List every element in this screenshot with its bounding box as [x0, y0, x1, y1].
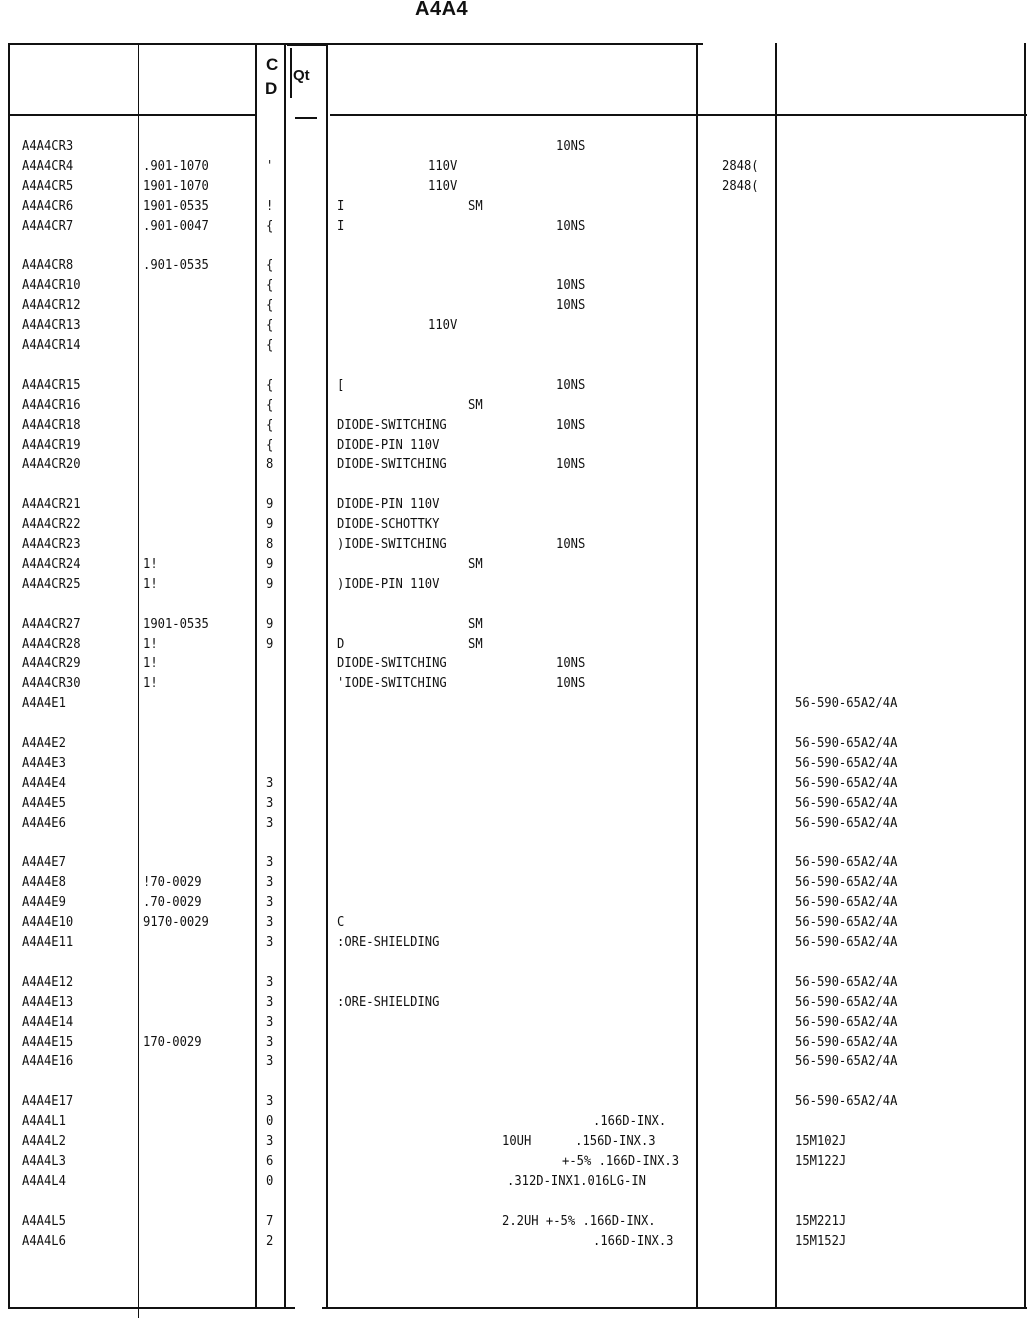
- specification: 110V: [428, 177, 458, 194]
- ref-designator: A4A4E9: [22, 894, 66, 911]
- description: )IODE-PIN 110V: [337, 575, 440, 592]
- description: DIODE-SWITCHING: [337, 655, 447, 672]
- col-divider-code: [696, 43, 698, 1309]
- mfr-part-number: 56-590-65A2/4A: [795, 754, 898, 771]
- check-digit: {: [266, 436, 274, 453]
- specification: 10NS: [556, 416, 586, 433]
- ref-designator: A4A4L1: [22, 1113, 66, 1130]
- mfr-code: 2848(: [722, 157, 759, 174]
- ref-designator: A4A4E1: [22, 695, 66, 712]
- part-number: .901-1070: [143, 157, 209, 174]
- description: D: [337, 635, 345, 652]
- check-digit: 9: [266, 615, 274, 632]
- table-bottom-border-left: [8, 1307, 295, 1309]
- part-number: 1!: [143, 655, 158, 672]
- ref-designator: A4A4CR25: [22, 575, 81, 592]
- part-number: .901-0535: [143, 257, 209, 274]
- page-title: A4A4: [415, 0, 469, 20]
- specification: 10NS: [556, 675, 586, 692]
- check-digit: 3: [266, 1013, 274, 1030]
- part-number: 1!: [143, 675, 158, 692]
- table-bottom-border-right: [322, 1307, 1027, 1309]
- specification: 2.2UH +-5% .166D-INX.: [502, 1212, 656, 1229]
- ref-designator: A4A4CR5: [22, 177, 74, 194]
- description: DIODE-SWITCHING: [337, 456, 447, 473]
- ref-designator: A4A4CR6: [22, 197, 74, 214]
- ref-designator: A4A4CR19: [22, 436, 81, 453]
- description: DIODE-SCHOTTKY: [337, 516, 440, 533]
- header-bottom-border: [8, 114, 257, 116]
- check-digit: 9: [266, 496, 274, 513]
- ref-designator: A4A4L5: [22, 1212, 66, 1229]
- check-digit: 3: [266, 814, 274, 831]
- ref-designator: A4A4CR3: [22, 138, 74, 154]
- ref-designator: A4A4E5: [22, 794, 66, 811]
- ref-designator: A4A4E17: [22, 1093, 74, 1110]
- col-divider-left: [8, 43, 10, 1309]
- description: 'IODE-SWITCHING: [337, 675, 447, 692]
- check-digit: 9: [266, 516, 274, 533]
- check-digit: {: [266, 396, 274, 413]
- ref-designator: A4A4L2: [22, 1133, 66, 1149]
- specification: 10NS: [556, 138, 586, 154]
- ref-designator: A4A4CR10: [22, 277, 81, 294]
- mfr-part-number: 56-590-65A2/4A: [795, 934, 898, 950]
- specification: SM: [468, 396, 483, 413]
- specification: 10NS: [556, 297, 586, 314]
- mfr-part-number: 56-590-65A2/4A: [795, 695, 898, 712]
- ref-designator: A4A4E15: [22, 1033, 74, 1050]
- ref-designator: A4A4CR29: [22, 655, 81, 672]
- check-digit: 3: [266, 774, 274, 791]
- ref-designator: A4A4CR28: [22, 635, 81, 652]
- specification: 10NS: [556, 536, 586, 552]
- part-number: 1!: [143, 575, 158, 592]
- mfr-part-number: 15M152J: [795, 1232, 847, 1249]
- check-digit: {: [266, 277, 274, 294]
- ref-designator: A4A4L3: [22, 1152, 66, 1169]
- check-digit: {: [266, 297, 274, 314]
- description: I: [337, 197, 345, 214]
- part-number: 1901-0535: [143, 197, 209, 214]
- mfr-part-number: 15M122J: [795, 1152, 847, 1169]
- description: :ORE-SHIELDING: [337, 934, 440, 950]
- description: DIODE-PIN 110V: [337, 436, 440, 453]
- ref-designator: A4A4CR15: [22, 376, 81, 393]
- ref-designator: A4A4E11: [22, 934, 74, 950]
- mfr-part-number: 56-590-65A2/4A: [795, 914, 898, 931]
- check-digit: 9: [266, 575, 274, 592]
- description: )IODE-SWITCHING: [337, 536, 447, 552]
- mfr-part-number: 56-590-65A2/4A: [795, 1053, 898, 1070]
- check-digit: 3: [266, 1133, 274, 1149]
- specification: SM: [468, 635, 483, 652]
- part-number: 1!: [143, 635, 158, 652]
- description: :ORE-SHIELDING: [337, 993, 440, 1010]
- ref-designator: A4A4CR8: [22, 257, 74, 274]
- col-divider-qty-right: [326, 43, 328, 1309]
- check-digit: 3: [266, 1033, 274, 1050]
- specification: 10NS: [556, 456, 586, 473]
- check-digit: {: [266, 376, 274, 393]
- specification: 10NS: [556, 277, 586, 294]
- ref-designator: A4A4CR13: [22, 317, 81, 334]
- header-cd-bottom: D: [265, 79, 278, 98]
- ref-designator: A4A4CR23: [22, 536, 81, 552]
- specification: SM: [468, 555, 483, 572]
- ref-designator: A4A4E14: [22, 1013, 74, 1030]
- check-digit: 6: [266, 1152, 274, 1169]
- check-digit: {: [266, 317, 274, 334]
- check-digit: 3: [266, 894, 274, 911]
- description: [: [337, 376, 345, 393]
- specification: .312D-INX1.016LG-IN: [507, 1172, 646, 1189]
- mfr-code: 2848(: [722, 177, 759, 194]
- ref-designator: A4A4CR21: [22, 496, 81, 513]
- part-number: .901-0047: [143, 217, 209, 234]
- mfr-part-number: 56-590-65A2/4A: [795, 894, 898, 911]
- header-bottom-border-right: [330, 114, 1027, 116]
- ref-designator: A4A4E13: [22, 993, 74, 1010]
- description: I: [337, 217, 345, 234]
- part-number: 1!: [143, 555, 158, 572]
- check-digit: {: [266, 416, 274, 433]
- mfr-part-number: 15M221J: [795, 1212, 847, 1229]
- check-digit: 3: [266, 993, 274, 1010]
- mfr-part-number: 15M102J: [795, 1133, 847, 1149]
- col-divider-pn: [138, 43, 139, 1318]
- ref-designator: A4A4CR4: [22, 157, 74, 174]
- mfr-part-number: 56-590-65A2/4A: [795, 814, 898, 831]
- part-number: !70-0029: [143, 874, 202, 891]
- mfr-part-number: 56-590-65A2/4A: [795, 1093, 898, 1110]
- description: DIODE-SWITCHING: [337, 416, 447, 433]
- check-digit: 8: [266, 536, 274, 552]
- ref-designator: A4A4E6: [22, 814, 66, 831]
- mfr-part-number: 56-590-65A2/4A: [795, 993, 898, 1010]
- ref-designator: A4A4CR24: [22, 555, 81, 572]
- ref-designator: A4A4E3: [22, 754, 66, 771]
- part-number: 1901-1070: [143, 177, 209, 194]
- check-digit: 7: [266, 1212, 274, 1229]
- col-divider-mfr: [775, 43, 777, 1309]
- check-digit: 3: [266, 973, 274, 990]
- specification: 10UH .156D-INX.3: [502, 1133, 656, 1149]
- description: C: [337, 914, 345, 931]
- header-bottom-border-qty: [295, 117, 317, 119]
- check-digit: 3: [266, 1053, 274, 1070]
- mfr-part-number: 56-590-65A2/4A: [795, 1013, 898, 1030]
- table-top-border: [8, 43, 703, 45]
- check-digit: 2: [266, 1232, 274, 1249]
- table-top-border-qty: [287, 44, 327, 46]
- ref-designator: A4A4CR7: [22, 217, 74, 234]
- specification: 10NS: [556, 655, 586, 672]
- mfr-part-number: 56-590-65A2/4A: [795, 874, 898, 891]
- col-divider-qty-left: [290, 48, 292, 98]
- ref-designator: A4A4CR27: [22, 615, 81, 632]
- ref-designator: A4A4E16: [22, 1053, 74, 1070]
- check-digit: ': [266, 157, 274, 174]
- description: DIODE-PIN 110V: [337, 496, 440, 513]
- check-digit: 8: [266, 456, 274, 473]
- check-digit: 3: [266, 854, 274, 871]
- check-digit: {: [266, 257, 274, 274]
- mfr-part-number: 56-590-65A2/4A: [795, 794, 898, 811]
- header-cd-top: C: [266, 55, 279, 74]
- ref-designator: A4A4L4: [22, 1172, 66, 1189]
- specification: 10NS: [556, 217, 586, 234]
- part-number: .70-0029: [143, 894, 202, 911]
- check-digit: 0: [266, 1113, 274, 1130]
- specification: .166D-INX.: [593, 1113, 667, 1130]
- part-number: 170-0029: [143, 1033, 202, 1050]
- ref-designator: A4A4E12: [22, 973, 74, 990]
- specification: 110V: [428, 317, 458, 334]
- mfr-part-number: 56-590-65A2/4A: [795, 973, 898, 990]
- ref-designator: A4A4CR16: [22, 396, 81, 413]
- ref-designator: A4A4L6: [22, 1232, 66, 1249]
- specification: SM: [468, 197, 483, 214]
- col-divider-cd-right: [284, 43, 286, 1309]
- check-digit: 9: [266, 635, 274, 652]
- ref-designator: A4A4CR14: [22, 337, 81, 353]
- header-qty: Qt: [293, 67, 310, 84]
- specification: 110V: [428, 157, 458, 174]
- mfr-part-number: 56-590-65A2/4A: [795, 774, 898, 791]
- specification: .166D-INX.3: [593, 1232, 674, 1249]
- check-digit: 3: [266, 874, 274, 891]
- check-digit: 3: [266, 914, 274, 931]
- check-digit: !: [266, 197, 274, 214]
- check-digit: 0: [266, 1172, 274, 1189]
- check-digit: 3: [266, 794, 274, 811]
- ref-designator: A4A4CR20: [22, 456, 81, 473]
- check-digit: {: [266, 337, 274, 353]
- ref-designator: A4A4E8: [22, 874, 66, 891]
- ref-designator: A4A4E2: [22, 735, 66, 751]
- mfr-part-number: 56-590-65A2/4A: [795, 1033, 898, 1050]
- specification: SM: [468, 615, 483, 632]
- ref-designator: A4A4CR30: [22, 675, 81, 692]
- ref-designator: A4A4E7: [22, 854, 66, 871]
- part-number: 1901-0535: [143, 615, 209, 632]
- ref-designator: A4A4E10: [22, 914, 74, 931]
- part-number: 9170-0029: [143, 914, 209, 931]
- specification: +-5% .166D-INX.3: [562, 1152, 680, 1169]
- col-divider-right: [1024, 43, 1026, 1309]
- check-digit: 3: [266, 1093, 274, 1110]
- specification: 10NS: [556, 376, 586, 393]
- check-digit: {: [266, 217, 274, 234]
- ref-designator: A4A4CR18: [22, 416, 81, 433]
- mfr-part-number: 56-590-65A2/4A: [795, 854, 898, 871]
- ref-designator: A4A4E4: [22, 774, 66, 791]
- check-digit: 3: [266, 934, 274, 950]
- ref-designator: A4A4CR22: [22, 516, 81, 533]
- check-digit: 9: [266, 555, 274, 572]
- mfr-part-number: 56-590-65A2/4A: [795, 735, 898, 751]
- ref-designator: A4A4CR12: [22, 297, 81, 314]
- col-divider-cd-left: [255, 43, 257, 1309]
